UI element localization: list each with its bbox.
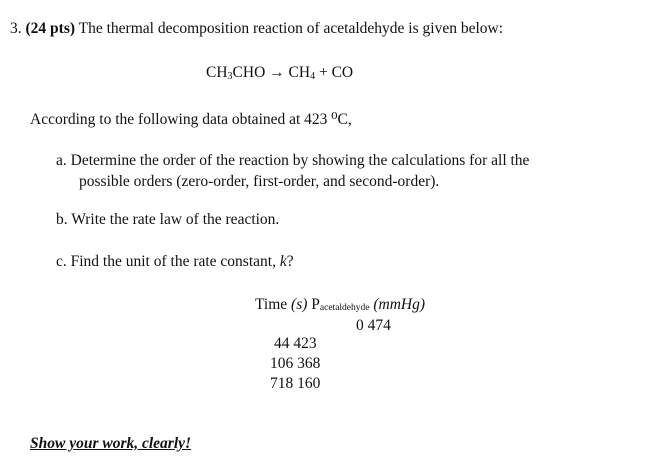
part-a-line1: a. Determine the order of the reaction by showing the calculations for all the — [56, 152, 530, 169]
rate-constant-symbol: k — [279, 253, 287, 270]
reaction-equation — [206, 64, 353, 82]
reaction-arrow: → — [269, 64, 285, 81]
question-points: (24 pts) — [25, 20, 76, 37]
header-pressure-subscript: acetaldehyde — [319, 303, 370, 313]
table-row: 44 423 — [274, 335, 317, 352]
table-row: 0 474 — [356, 317, 391, 334]
product2: CO — [331, 64, 354, 81]
header-pressure-unit: (mmHg) — [373, 296, 426, 313]
part-a-line2: possible orders (zero-order, first-order, and second-order). — [79, 173, 440, 190]
part-c-suffix: ? — [286, 253, 294, 270]
product1-prefix: CH — [288, 64, 311, 81]
reactant-suffix: CHO — [232, 64, 266, 81]
show-work-note: Show your work, clearly! — [30, 435, 192, 452]
product1-subscript: 4 — [310, 71, 316, 82]
part-b: b. Write the rate law of the reaction. — [56, 211, 280, 228]
question-number: 3. — [10, 20, 22, 37]
reactant-subscript: 3 — [227, 71, 233, 82]
question-text: The thermal decomposition reaction of acetaldehyde is given below: — [78, 20, 504, 37]
table-row: 718 160 — [270, 375, 321, 392]
intro-text: According to the following data obtained at 423 ⁰C, — [30, 111, 352, 128]
part-c-prefix: c. Find the unit of the rate constant, — [56, 253, 280, 270]
part-a — [56, 150, 616, 192]
question-header — [10, 20, 503, 38]
header-time-unit: (s) — [291, 296, 308, 313]
header-time: Time — [255, 296, 288, 313]
part-c — [56, 253, 294, 271]
reaction-plus: + — [318, 64, 328, 81]
table-row: 106 368 — [270, 355, 321, 372]
header-pressure: P — [311, 296, 320, 313]
table-header — [255, 296, 425, 314]
reactant-prefix: CH — [206, 64, 228, 81]
